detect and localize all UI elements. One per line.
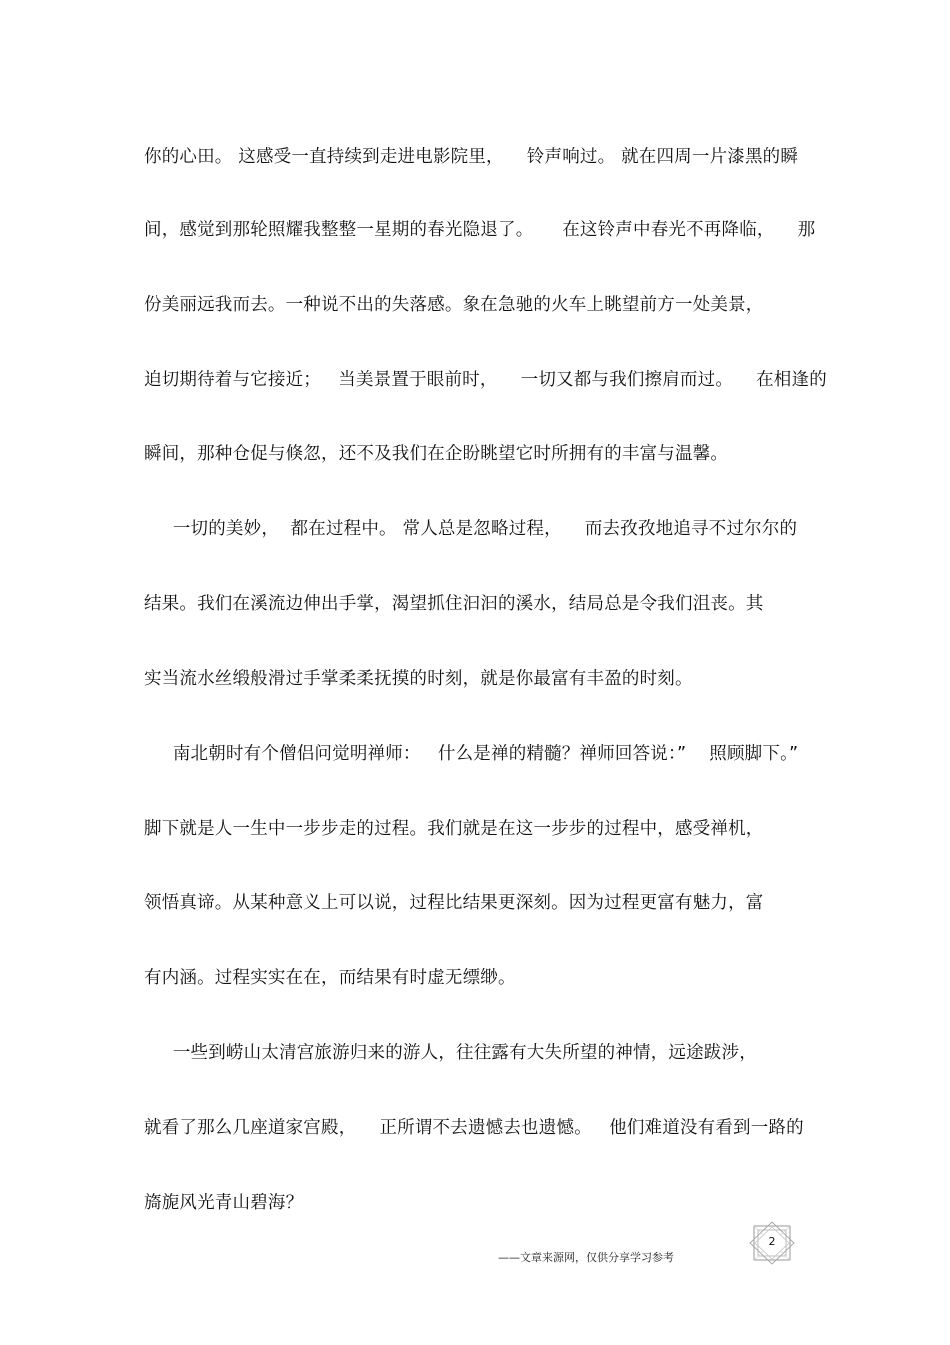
page-number-badge — [748, 1221, 796, 1265]
body-text-line: 领悟真谛。从某种意义上可以说，过程比结果更深刻。因为过程更富有魅力，富 — [144, 893, 764, 913]
body-text-line: 一切的美妙， 都在过程中。 常人总是忽略过程， 而去孜孜地追寻不过尔尔的 — [144, 519, 798, 539]
body-text-line: 南北朝时有个僧侣问觉明禅师： 什么是禅的精髓？禅师回答说：” 照顾脚下。” — [144, 744, 799, 764]
body-text-line: 你的心田。 这感受一直持续到走进电影院里， 铃声响过。 就在四周一片漆黑的瞬 — [144, 147, 799, 167]
body-text-line: 瞬间，那种仓促与倏忽，还不及我们在企盼眺望它时所拥有的丰富与温馨。 — [144, 444, 729, 464]
body-text-line: 迫切期待着与它接近； 当美景置于眼前时， 一切又都与我们擦肩而过。 在相逢的 — [144, 370, 827, 390]
body-text-line: 旖旎风光青山碧海？ — [144, 1193, 304, 1213]
body-text-line: 就看了那么几座道家宫殿， 正所谓不去遗憾去也遗憾。 他们难道没有看到一路的 — [144, 1118, 804, 1138]
body-text-line: 份美丽远我而去。一种说不出的失落感。象在急驰的火车上眺望前方一处美景， — [144, 295, 764, 315]
body-text-line: 结果。我们在溪流边伸出手掌，渴望抓住汩汩的溪水，结局总是令我们沮丧。其 — [144, 594, 764, 614]
body-text-line: 脚下就是人一生中一步步走的过程。我们就是在这一步步的过程中，感受禅机， — [144, 819, 764, 839]
footer-source-note: ——文章来源网，仅供分享学习参考 — [498, 1251, 674, 1264]
body-text-line: 间，感觉到那轮照耀我整整一星期的春光隐退了。 在这铃声中春光不再降临， 那 — [144, 220, 816, 240]
page-number: 2 — [768, 1235, 776, 1248]
body-text-line: 有内涵。过程实实在在，而结果有时虚无缥缈。 — [144, 968, 516, 988]
body-text-line: 实当流水丝缎般滑过手掌柔柔抚摸的时刻，就是你最富有丰盈的时刻。 — [144, 669, 693, 689]
body-text-line: 一些到崂山太清宫旅游归来的游人，往往露有大失所望的神情，远途跋涉， — [144, 1043, 757, 1063]
